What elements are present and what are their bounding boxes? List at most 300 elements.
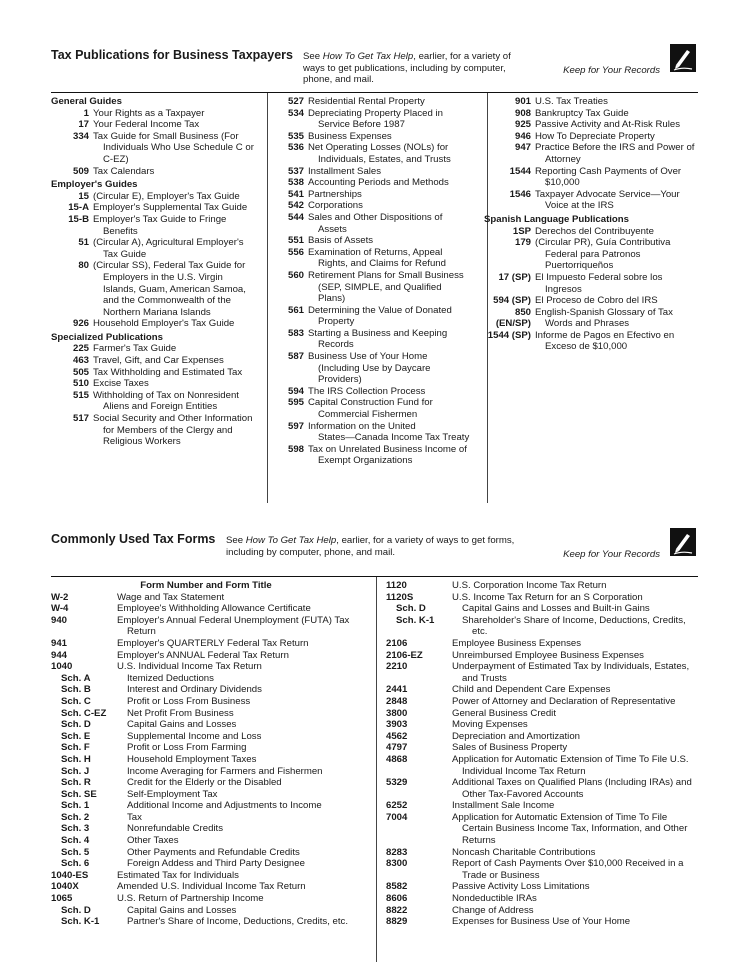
publication-title: Your Rights as a Taxpayer [93, 107, 205, 119]
form-entry [51, 789, 361, 801]
publication-title: Partnerships [308, 188, 362, 200]
form-number: 8606 [386, 893, 408, 905]
publication-title: Household Employer's Tax Guide [93, 318, 235, 330]
form-entry [386, 847, 698, 859]
publication-category-heading: General Guides [51, 96, 122, 107]
form-number: 1040 [51, 661, 73, 673]
pen-record-icon [670, 528, 696, 556]
form-number: 3903 [386, 719, 408, 731]
publication-title: Business Use of Your Home (Including Use by Daycare Providers) [308, 351, 431, 386]
form-title: Child and Dependent Care Expenses [452, 684, 611, 696]
form-title: Net Profit From Business [127, 707, 234, 719]
publication-title: Derechos del Contribuyente [535, 225, 654, 237]
publications-columns [51, 93, 698, 508]
form-entry [386, 905, 698, 917]
form-entry [386, 893, 698, 905]
form-number: 2848 [386, 695, 408, 707]
form-entry [386, 684, 698, 696]
publication-number: 509 [72, 165, 89, 177]
form-entry [51, 893, 361, 905]
publication-number: 1544 (SP) [487, 329, 531, 341]
form-number: 6252 [386, 800, 408, 812]
publications-header [51, 48, 698, 93]
form-title: U.S. Individual Income Tax Return [117, 661, 262, 673]
form-number: Sch. K-1 [61, 916, 100, 928]
form-title: Interest and Ordinary Dividends [127, 684, 262, 696]
forms-header [51, 532, 698, 577]
form-title: Profit or Loss From Farming [127, 742, 247, 754]
form-entry [51, 870, 361, 882]
form-entry [51, 777, 361, 789]
form-entry [51, 696, 361, 708]
forms-column-2 [386, 580, 698, 928]
form-title: Application for Automatic Extension of Time To File U.S. Individual Income Tax Return [452, 753, 689, 777]
publication-entry [484, 272, 700, 295]
form-title: Moving Expenses [452, 719, 528, 731]
form-number: 2106 [386, 637, 408, 649]
publication-entry [272, 189, 482, 201]
form-title: Report of Cash Payments Over $10,000 Received in a Trade or Business [452, 858, 684, 881]
publication-number: 925 [514, 119, 531, 131]
publication-number: 463 [72, 355, 89, 367]
publication-number: 551 [287, 235, 304, 247]
form-entry [386, 615, 698, 638]
publication-entry [272, 235, 482, 247]
publication-number: 544 [287, 211, 304, 223]
publication-number: 594 (SP) [493, 295, 531, 307]
forms-title: Commonly Used Tax Forms [51, 532, 216, 546]
form-entry [51, 812, 361, 824]
publication-title: U.S. Tax Treaties [535, 96, 608, 107]
publication-number: 561 [287, 304, 304, 316]
form-title: Itemized Deductions [127, 672, 214, 684]
form-number: Sch. R [61, 777, 91, 789]
form-number: 940 [51, 614, 68, 626]
publication-entry [272, 270, 482, 305]
publication-title: Depreciating Property Placed in Service Before 1987 [308, 107, 443, 131]
publication-title: Travel, Gift, and Car Expenses [93, 355, 224, 367]
form-entry [386, 708, 698, 720]
form-entry [386, 603, 698, 615]
publication-number: 80 [78, 260, 89, 272]
form-title: U.S. Corporation Income Tax Return [452, 580, 607, 591]
publication-entry [484, 131, 700, 143]
form-number: Sch. K-1 [396, 614, 435, 626]
publication-number: 15-A [68, 202, 89, 214]
form-number: 2441 [386, 684, 408, 696]
publication-number: 17 (SP) [498, 271, 531, 283]
publication-title: Information on the United States—Canada Income Tax Treaty [308, 420, 470, 444]
publication-entry [272, 108, 482, 131]
form-number: 944 [51, 649, 68, 661]
publication-number: 556 [287, 246, 304, 258]
form-number: 5329 [386, 777, 408, 789]
publication-entry [272, 131, 482, 143]
form-entry [51, 673, 361, 685]
form-number: 1040-ES [51, 869, 89, 881]
form-title: Amended U.S. Individual Income Tax Return [117, 881, 306, 893]
publication-title: Practice Before the IRS and Power of Attorney [535, 142, 695, 165]
publication-title: Basis of Assets [308, 235, 374, 247]
publications-note: See How To Get Tax Help, earlier, for a variety of ways to get publications, including by computer, phone, and mail. [303, 51, 511, 86]
publication-entry [272, 328, 482, 351]
form-entry [51, 592, 361, 604]
form-entry [386, 777, 698, 800]
form-number: Sch. B [61, 684, 91, 696]
form-entry [51, 858, 361, 870]
form-number: Sch. 2 [61, 811, 90, 823]
publication-number: 179 [514, 237, 531, 249]
publication-title: Examination of Returns, Appeal Rights, and Claims for Refund [308, 246, 446, 270]
publication-entry [51, 413, 261, 448]
publication-number: 515 [72, 389, 89, 401]
publication-title: Tax on Unrelated Business Income of Exempt Organizations [308, 443, 467, 467]
form-entry [386, 638, 698, 650]
how-to-get-tax-help-reference: How To Get Tax Help [322, 51, 414, 62]
form-entry [51, 603, 361, 615]
form-number: 941 [51, 637, 68, 649]
publication-entry [484, 189, 700, 212]
form-entry [386, 696, 698, 708]
form-number: Sch. SE [61, 788, 97, 800]
form-title: Wage and Tax Statement [117, 591, 225, 603]
publication-entry [484, 295, 700, 307]
form-entry [51, 615, 361, 638]
form-number: 4868 [386, 753, 408, 765]
publication-number: 542 [287, 200, 304, 212]
publication-entry [484, 96, 700, 108]
publication-number: 527 [287, 96, 304, 107]
form-entry [51, 731, 361, 743]
publication-entry [484, 142, 700, 165]
publication-number: 901 [514, 96, 531, 107]
publication-title: Capital Construction Fund for Commercial Fishermen [308, 397, 433, 421]
publications-column-3 [484, 96, 700, 353]
publication-number: 505 [72, 366, 89, 378]
form-title: Other Taxes [127, 835, 179, 847]
form-number: 2210 [386, 661, 408, 673]
publication-entry [484, 226, 700, 238]
publication-entry [51, 202, 261, 214]
publication-title: Informe de Pagos en Efectivo en Exceso de $10,000 [535, 329, 675, 353]
form-entry [51, 684, 361, 696]
form-title: General Business Credit [452, 707, 556, 719]
form-entry [51, 754, 361, 766]
publication-number: 15-B [68, 213, 89, 225]
publication-entry [51, 343, 261, 355]
form-title: Depreciation and Amortization [452, 730, 580, 742]
publication-number: 560 [287, 269, 304, 281]
form-entry [51, 905, 361, 917]
form-number: 1040X [51, 881, 79, 893]
publication-title: Excise Taxes [93, 378, 149, 390]
publication-title: Employer's Supplemental Tax Guide [93, 202, 248, 214]
column-divider [376, 577, 377, 962]
publication-title: Passive Activity and At-Risk Rules [535, 119, 681, 131]
form-entry [51, 881, 361, 893]
form-title: Estimated Tax for Individuals [117, 869, 239, 881]
publication-entry [51, 355, 261, 367]
form-title: Nonrefundable Credits [127, 823, 223, 835]
form-number: 4562 [386, 730, 408, 742]
form-entry [51, 742, 361, 754]
publication-number: 908 [514, 107, 531, 119]
form-title: Additional Taxes on Qualified Plans (Including IRAs) and Other Tax-Favored Accounts [452, 777, 692, 800]
keep-for-records-label: Keep for Your Records [563, 549, 660, 560]
publication-number: 598 [287, 443, 304, 455]
form-title: Nondeductible IRAs [452, 893, 537, 905]
publications-section [51, 48, 698, 508]
form-number: Sch. H [61, 753, 91, 765]
form-number: Sch. 5 [61, 846, 90, 858]
publication-number: 334 [72, 130, 89, 142]
form-entry [386, 812, 698, 847]
form-number: Sch. D [61, 719, 91, 731]
publication-title: (Circular PR), Guía Contributiva Federal para Patronos Puertorriqueños [535, 237, 671, 272]
publication-entry [51, 367, 261, 379]
publication-entry [272, 444, 482, 467]
form-number: 8829 [386, 916, 408, 928]
publication-entry [51, 166, 261, 178]
form-title: Income Averaging for Farmers and Fishermen [127, 765, 323, 777]
form-number: 8582 [386, 881, 408, 893]
publication-title: El Proceso de Cobro del IRS [535, 295, 658, 307]
form-entry [51, 766, 361, 778]
publication-title: Bankruptcy Tax Guide [535, 107, 629, 119]
form-title: Household Employment Taxes [127, 753, 257, 765]
form-number: 7004 [386, 811, 408, 823]
form-title: Change of Address [452, 904, 534, 916]
publication-entry [272, 142, 482, 165]
form-number: W-2 [51, 591, 69, 603]
publication-category-heading: Specialized Publications [51, 331, 163, 343]
form-title: Capital Gains and Losses and Built-in Gains [462, 603, 650, 615]
forms-columns [51, 577, 698, 962]
form-title: Employer's QUARTERLY Federal Tax Return [117, 637, 309, 649]
form-entry [386, 719, 698, 731]
form-title: Capital Gains and Losses [127, 719, 237, 731]
form-title: Employee's Withholding Allowance Certificate [117, 603, 311, 615]
form-number: Sch. D [396, 603, 426, 615]
form-number: 1120S [386, 591, 414, 603]
form-title: Passive Activity Loss Limitations [452, 881, 590, 893]
keep-for-records-label: Keep for Your Records [563, 65, 660, 76]
form-entry [386, 592, 698, 604]
publication-title: Net Operating Losses (NOLs) for Individuals, Estates, and Trusts [308, 142, 451, 165]
publication-title: Tax Calendars [93, 165, 155, 177]
publication-number: 517 [72, 413, 89, 425]
forms-column-1 [51, 580, 361, 928]
publication-number: 541 [287, 188, 304, 200]
form-entry [51, 638, 361, 650]
publication-entry [272, 386, 482, 398]
publication-entry [51, 119, 261, 131]
publication-number: 537 [287, 165, 304, 177]
form-title: Power of Attorney and Declaration of Representative [452, 695, 676, 707]
pen-record-icon [670, 44, 696, 72]
publication-title: How To Depreciate Property [535, 130, 655, 142]
publication-entry [484, 330, 700, 353]
publication-number: 850 (EN/SP) [495, 306, 531, 330]
form-title: Self-Employment Tax [127, 788, 218, 800]
form-entry [51, 708, 361, 720]
publication-number: 594 [287, 385, 304, 397]
publication-entry [51, 318, 261, 330]
publication-entry [272, 177, 482, 189]
publication-title: Installment Sales [308, 165, 382, 177]
publication-title: Farmer's Tax Guide [93, 343, 177, 355]
publication-entry [272, 397, 482, 420]
form-title: Foreign Addess and Third Party Designee [127, 858, 305, 870]
publication-title: Residential Rental Property [308, 96, 425, 107]
form-number: Sch. A [61, 672, 91, 684]
form-entry [386, 881, 698, 893]
form-title: Employer's Annual Federal Unemployment (FUTA) Tax Return [117, 614, 350, 638]
publication-category-heading: Spanish Language Publications [484, 213, 629, 225]
publication-entry [484, 307, 700, 330]
publication-number: 51 [78, 237, 89, 249]
column-divider [267, 93, 268, 503]
publication-title: (Circular A), Agricultural Employer's Tax Guide [93, 237, 244, 260]
publication-number: 947 [514, 142, 531, 154]
form-number: Sch. 3 [61, 823, 90, 835]
publication-entry [51, 214, 261, 237]
publication-title: El Impuesto Federal sobre los Ingresos [535, 271, 663, 295]
publication-title: Accounting Periods and Methods [308, 177, 449, 189]
publication-number: 534 [287, 107, 304, 119]
publication-title: Business Expenses [308, 130, 392, 142]
form-number: Sch. 1 [61, 800, 90, 812]
publication-title: Reporting Cash Payments of Over $10,000 [535, 165, 682, 189]
publication-entry [272, 421, 482, 444]
form-entry [51, 916, 361, 928]
form-number: Sch. J [61, 765, 90, 777]
form-title: Other Payments and Refundable Credits [127, 846, 300, 858]
form-title: Shareholder's Share of Income, Deductions, Credits, etc. [462, 614, 686, 638]
publication-title: Starting a Business and Keeping Records [308, 327, 448, 351]
form-number: 4797 [386, 742, 408, 754]
form-title: Capital Gains and Losses [127, 904, 237, 916]
form-entry [386, 731, 698, 743]
form-entry [51, 650, 361, 662]
publication-title: Corporations [308, 200, 363, 212]
publication-entry [51, 378, 261, 390]
publication-title: Tax Guide for Small Business (For Individuals Who Use Schedule C or C-EZ) [93, 130, 254, 165]
form-title: Supplemental Income and Loss [127, 730, 262, 742]
publication-entry [51, 390, 261, 413]
form-number: Sch. 6 [61, 858, 90, 870]
form-number: 8300 [386, 858, 408, 870]
publication-title: Social Security and Other Information for Members of the Clergy and Religious Workers [93, 413, 253, 448]
form-title: Credit for the Elderly or the Disabled [127, 777, 282, 789]
publication-title: Retirement Plans for Small Business (SEP, SIMPLE, and Qualified Plans) [308, 269, 464, 305]
publication-entry [484, 119, 700, 131]
publication-number: 1 [83, 107, 89, 119]
publication-entry [51, 108, 261, 120]
form-entry [51, 661, 361, 673]
publication-number: 1546 [509, 188, 531, 200]
publication-number: 17 [78, 119, 89, 131]
form-entry [386, 800, 698, 812]
form-title: U.S. Return of Partnership Income [117, 893, 264, 905]
form-title: Installment Sale Income [452, 800, 555, 812]
form-number: 3800 [386, 707, 408, 719]
publication-title: Tax Withholding and Estimated Tax [93, 366, 243, 378]
publication-title: English-Spanish Glossary of Tax Words and Phrases [535, 306, 673, 330]
form-entry [51, 835, 361, 847]
publication-title: The IRS Collection Process [308, 385, 426, 397]
form-title: Employee Business Expenses [452, 637, 582, 649]
form-number: Sch. E [61, 730, 91, 742]
publication-entry [484, 166, 700, 189]
publication-category-heading: Employer's Guides [51, 179, 138, 191]
publication-title: (Circular SS), Federal Tax Guide for Employers in the U.S. Virgin Islands, Guam, American Samoa, and the Commonwealth of the Northern Mariana Islands [93, 260, 246, 318]
forms-section [51, 532, 698, 962]
form-number: W-4 [51, 603, 69, 615]
form-title: Noncash Charitable Contributions [452, 846, 596, 858]
form-title: Underpayment of Estimated Tax by Individuals, Estates, and Trusts [452, 661, 690, 684]
form-number: 8283 [386, 846, 408, 858]
publication-title: Withholding of Tax on Nonresident Aliens and Foreign Entities [93, 389, 239, 413]
form-number: 2106-EZ [386, 649, 423, 661]
publication-number: 1SP [512, 225, 531, 237]
form-title: Additional Income and Adjustments to Income [127, 800, 322, 812]
publication-entry [272, 96, 482, 108]
form-title: Unreimbursed Employee Business Expenses [452, 649, 644, 661]
form-entry [386, 650, 698, 662]
publication-title: Your Federal Income Tax [93, 119, 200, 131]
publication-number: 510 [72, 378, 89, 390]
publication-entry [484, 108, 700, 120]
form-entry [386, 754, 698, 777]
form-title: U.S. Income Tax Return for an S Corporation [452, 591, 643, 603]
publication-entry [272, 200, 482, 212]
publication-number: 535 [287, 130, 304, 142]
publication-entry [272, 166, 482, 178]
publication-entry [272, 212, 482, 235]
form-number: 1065 [51, 893, 73, 905]
publication-number: 595 [287, 397, 304, 409]
form-title: Tax [127, 811, 142, 823]
publication-number: 946 [514, 130, 531, 142]
form-number: Sch. C [61, 695, 91, 707]
publication-entry [51, 237, 261, 260]
publication-number: 583 [287, 327, 304, 339]
form-number: Sch. F [61, 742, 90, 754]
publication-title: Employer's Tax Guide to Fringe Benefits [93, 213, 227, 237]
publication-entry [51, 191, 261, 203]
form-title: Application for Automatic Extension of Time To File Certain Business Income Tax, Information, and Other Returns [452, 811, 688, 847]
publication-number: 1544 [509, 165, 531, 177]
form-number: 8822 [386, 904, 408, 916]
publication-number: 225 [72, 343, 89, 355]
form-title: Expenses for Business Use of Your Home [452, 916, 631, 928]
form-entry [386, 916, 698, 928]
publication-entry [272, 305, 482, 328]
publication-number: 587 [287, 351, 304, 363]
form-number: Sch. D [61, 904, 91, 916]
publication-title: (Circular E), Employer's Tax Guide [93, 190, 240, 202]
form-number: Sch. 4 [61, 835, 90, 847]
form-title: Partner's Share of Income, Deductions, Credits, etc. [127, 916, 348, 928]
form-number: Sch. C-EZ [61, 707, 107, 719]
publications-column-2 [272, 96, 482, 467]
publication-number: 536 [287, 142, 304, 154]
how-to-get-tax-help-reference: How To Get Tax Help [245, 535, 337, 546]
form-entry [386, 858, 698, 881]
publication-entry [51, 260, 261, 318]
forms-column-header: Form Number and Form Title [140, 580, 272, 591]
